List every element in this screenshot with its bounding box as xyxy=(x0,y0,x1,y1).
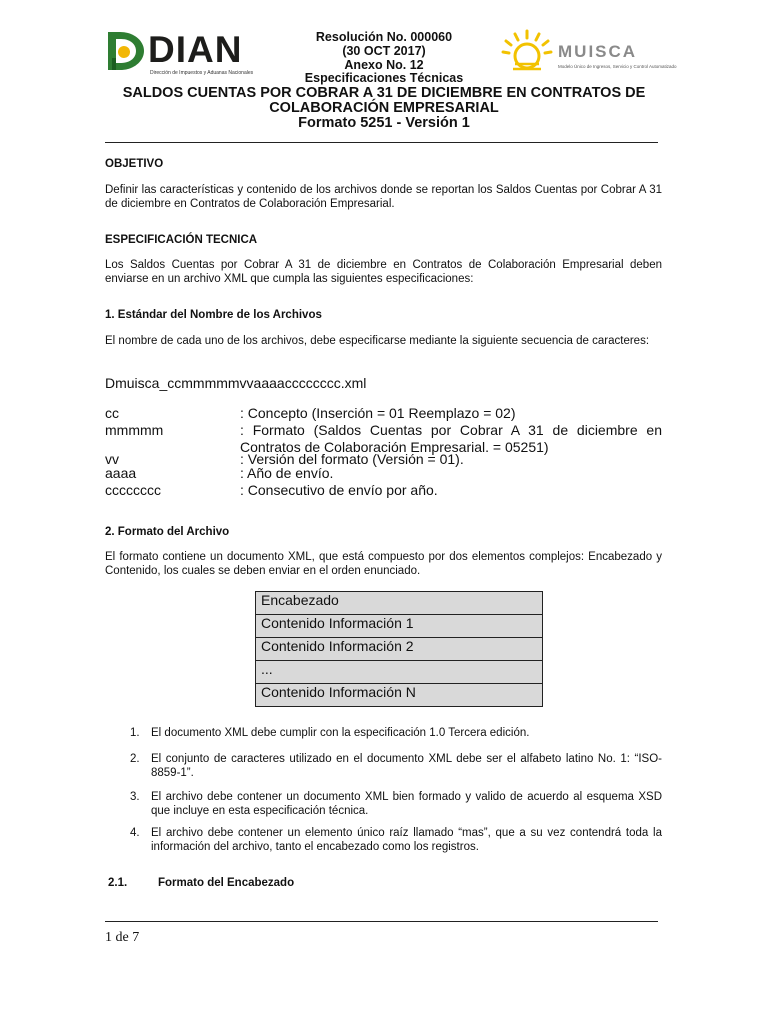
technical-spec-text: Los Saldos Cuentas por Cobrar A 31 de diciembre en Contratos de Colaboración Empresarial deben enviarse en un archivo XML que cumpla las siguientes especificaciones: xyxy=(105,259,662,285)
definition-value: : Concepto (Inserción = 01 Reemplazo = 02) xyxy=(240,405,516,421)
technical-spec-heading: ESPECIFICACIÓN TECNICA xyxy=(105,234,258,246)
file-format-heading: 2. Formato del Archivo xyxy=(105,526,230,538)
file-format-text: El formato contiene un documento XML, que está compuesto por dos elementos complejos: Encabezado y Contenido, los cuales se deben enviar en el orden enunciado. xyxy=(105,551,662,577)
definition-key: cccccccc xyxy=(105,482,161,498)
list-item: El conjunto de caracteres utilizado en el documento XML debe ser el alfabeto latino No. 1: “ISO-8859-1”. xyxy=(151,753,662,779)
list-number: 2. xyxy=(130,753,140,765)
definition-value: : Versión del formato (Versión = 01). xyxy=(240,451,464,467)
table-row xyxy=(256,684,543,707)
dian-logo-subtitle: Dirección de Impuestos y Aduanas Nacionales xyxy=(150,70,254,76)
list-item: El documento XML debe cumplir con la especificación 1.0 Tercera edición. xyxy=(151,727,530,739)
table-row xyxy=(256,592,543,615)
definition-key: mmmmm xyxy=(105,422,164,438)
list-item: El archivo debe contener un elemento único raíz llamado “mas”, que a su vez contendrá toda la información del archivo, tanto el encabezado como los registros. xyxy=(151,827,662,853)
resolution-date: (30 OCT 2017) xyxy=(342,44,426,58)
table-row xyxy=(256,661,543,684)
subsection-number: 2.1. xyxy=(108,877,128,889)
definition-value: : Año de envío. xyxy=(240,465,334,481)
muisca-logo-text: MUISCA xyxy=(558,42,638,61)
list-number: 4. xyxy=(130,827,140,839)
header-divider xyxy=(105,142,658,143)
footer-divider xyxy=(105,921,658,922)
naming-text: El nombre de cada uno de los archivos, debe especificarse mediante la siguiente secuencia de caracteres: xyxy=(105,335,650,347)
definition-value: : Formato (Saldos Cuentas por Cobrar A 31 de diciembre en Contratos de Colaboración Empresarial. = 05251) xyxy=(240,422,662,455)
table-cell: Encabezado xyxy=(256,592,543,615)
subsection-heading: Formato del Encabezado xyxy=(158,877,295,889)
specs-label: Especificaciones Técnicas xyxy=(304,71,464,85)
table-row xyxy=(256,638,543,661)
xml-structure-table xyxy=(255,591,543,707)
muisca-logo-subtitle: Modelo Único de Ingresos, Servicio y Control Automatizado xyxy=(558,64,677,69)
table-cell: Contenido Información 2 xyxy=(256,638,543,661)
annex-number: Anexo No. 12 xyxy=(344,58,424,72)
list-item: El archivo debe contener un documento XML bien formado y valido de acuerdo al esquema XSD que incluye en esta especificación técnica. xyxy=(151,791,662,817)
definition-value: : Consecutivo de envío por año. xyxy=(240,482,438,498)
naming-heading: 1. Estándar del Nombre de los Archivos xyxy=(105,309,322,321)
objective-heading: OBJETIVO xyxy=(105,158,164,170)
objective-text: Definir las características y contenido de los archivos donde se reportan los Saldos Cuentas por Cobrar A 31 de diciembre en Contratos de Colaboración Empresarial. xyxy=(105,184,662,210)
table-row xyxy=(256,615,543,638)
definition-key: vv xyxy=(105,451,119,467)
list-number: 1. xyxy=(130,727,140,739)
format-version: Formato 5251 - Versión 1 xyxy=(298,115,470,131)
document-title-line2: COLABORACIÓN EMPRESARIAL xyxy=(269,100,499,116)
table-cell: Contenido Información N xyxy=(256,684,543,707)
file-name-pattern: Dmuisca_ccmmmmmvvaaaacccccccc.xml xyxy=(105,375,367,391)
table-cell: Contenido Información 1 xyxy=(256,615,543,638)
dian-logo-text: DIAN xyxy=(148,29,243,70)
list-number: 3. xyxy=(130,791,140,803)
table-cell: ... xyxy=(256,661,543,684)
definition-key: cc xyxy=(105,405,119,421)
page-number: 1 de 7 xyxy=(105,930,140,945)
document-title-line1: SALDOS CUENTAS POR COBRAR A 31 DE DICIEMBRE EN CONTRATOS DE xyxy=(122,85,646,101)
resolution-number: Resolución No. 000060 xyxy=(315,30,453,44)
definition-key: aaaa xyxy=(105,465,137,481)
